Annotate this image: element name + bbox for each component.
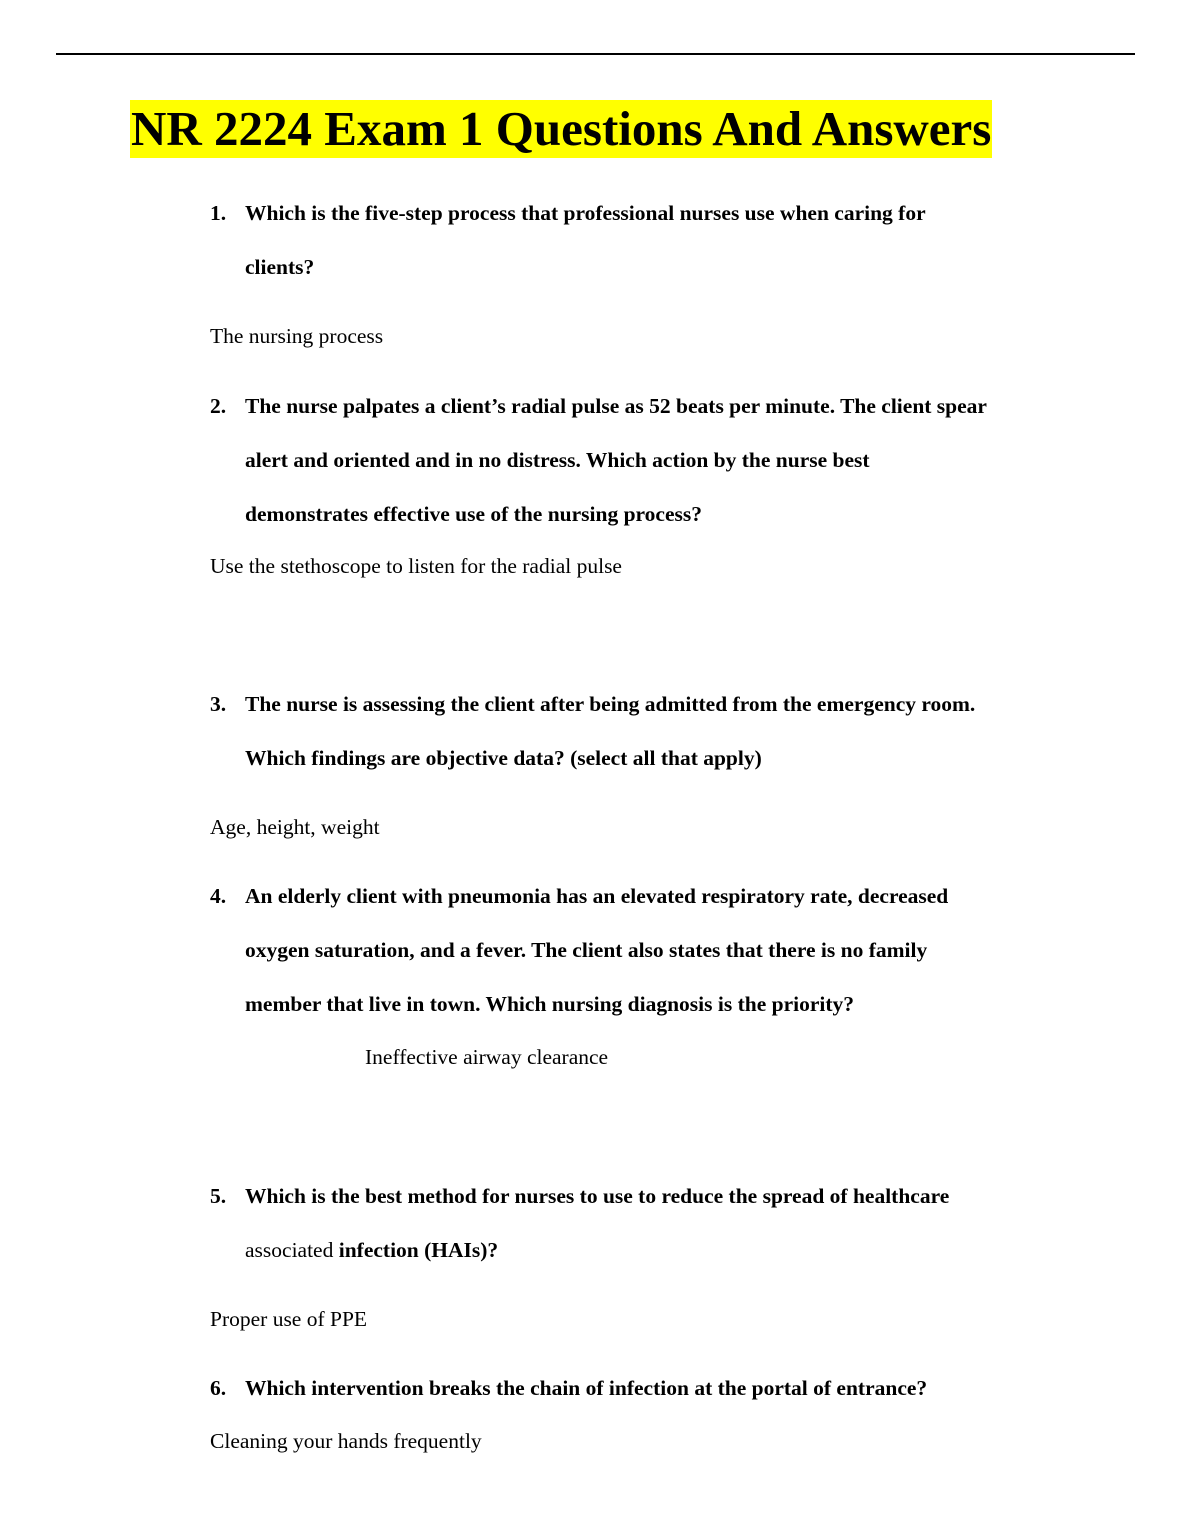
- answer-6: Cleaning your hands frequently: [210, 1429, 482, 1453]
- answer-4: Ineffective airway clearance: [365, 1045, 609, 1069]
- question-line: Which is the best method for nurses to use to reduce the spread of healthcare: [245, 1184, 950, 1208]
- question-text: [245, 379, 987, 541]
- question-text: [245, 869, 948, 1031]
- answer-3: Age, height, weight: [210, 815, 380, 839]
- question-text: [245, 1361, 927, 1415]
- question-line: oxygen saturation, and a fever. The client also states that there is no family: [245, 938, 928, 962]
- answer-2: Use the stethoscope to listen for the radial pulse: [210, 554, 622, 578]
- question-text: [245, 677, 975, 785]
- question-number: 1.: [210, 201, 227, 225]
- question-line: The nurse is assessing the client after being admitted from the emergency room.: [245, 692, 976, 716]
- question-line: [245, 1223, 949, 1277]
- question-number: 4.: [210, 884, 227, 908]
- question-line: member that live in town. Which nursing diagnosis is the priority?: [245, 992, 855, 1016]
- question-number: 5.: [210, 1184, 227, 1208]
- question-number: 6.: [210, 1376, 227, 1400]
- question-number: 2.: [210, 394, 227, 418]
- question-text: [245, 186, 926, 294]
- answer-1: The nursing process: [210, 324, 384, 348]
- question-line: An elderly client with pneumonia has an elevated respiratory rate, decreased: [245, 884, 949, 908]
- question-number: 3.: [210, 692, 227, 716]
- question-line: alert and oriented and in no distress. Which action by the nurse best: [245, 448, 870, 472]
- question-line: The nurse palpates a client’s radial pulse as 52 beats per minute. The client spear: [245, 394, 987, 418]
- document-title: NR 2224 Exam 1 Questions And Answers: [131, 101, 992, 156]
- question-line: Which findings are objective data? (select all that apply): [245, 746, 762, 770]
- answer-5: Proper use of PPE: [210, 1307, 368, 1331]
- header-rule: [56, 53, 1135, 55]
- question-text: [245, 1169, 949, 1277]
- question-line: demonstrates effective use of the nursing process?: [245, 502, 703, 526]
- question-line-bold: infection (HAIs)?: [338, 1238, 499, 1262]
- question-line-plain: associated: [245, 1238, 334, 1262]
- question-line: Which is the five-step process that professional nurses use when caring for: [245, 201, 926, 225]
- question-line: clients?: [245, 255, 315, 279]
- question-line: Which intervention breaks the chain of infection at the portal of entrance?: [245, 1376, 928, 1400]
